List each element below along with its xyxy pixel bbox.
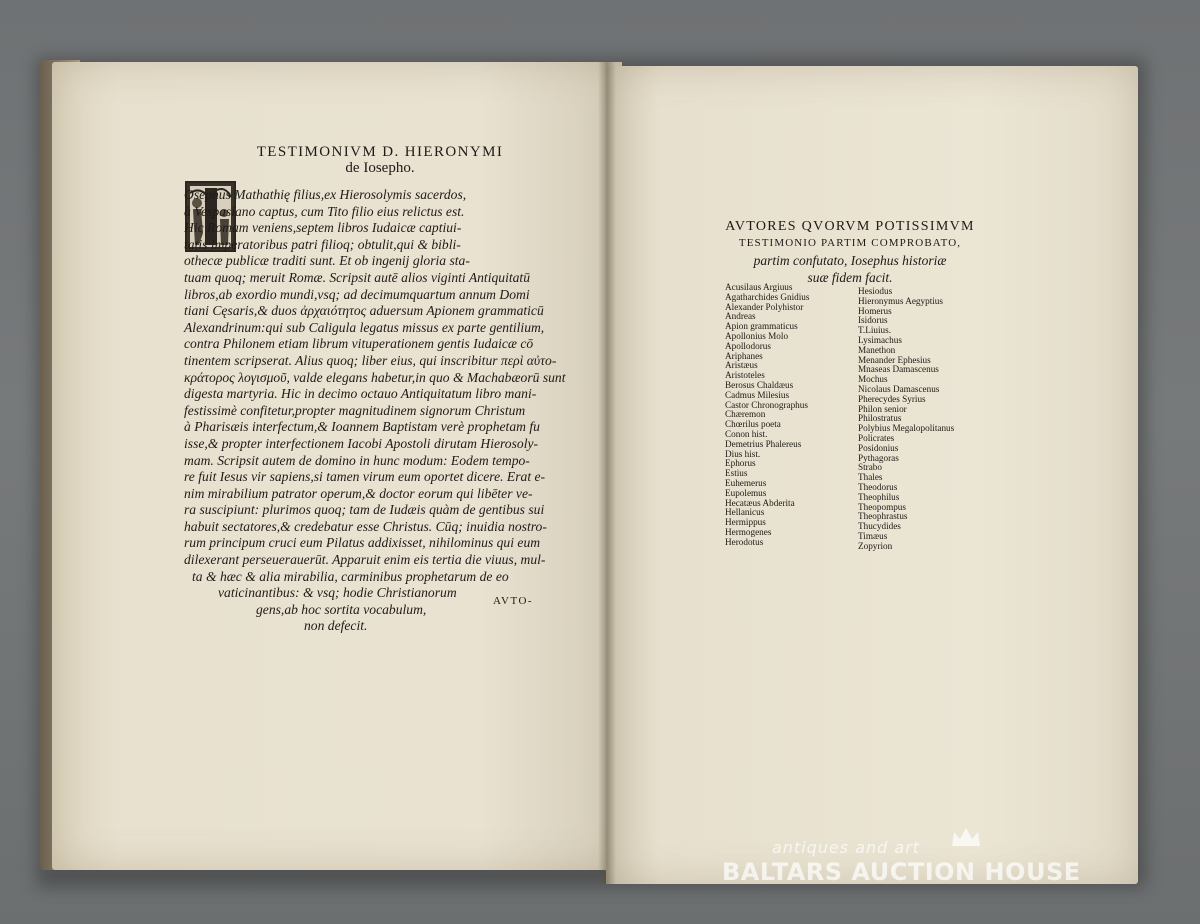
author-name: Theodorus (858, 481, 898, 492)
body-line: habuit sectatores,& credebatur esse Christus. Cūq; inuidia nostro- (184, 518, 547, 534)
author-name: Apollodorus (725, 340, 771, 351)
heading-line-2: TESTIMONIO PARTIM COMPROBATO, (738, 237, 962, 249)
author-name: Strabo (858, 462, 882, 473)
author-name: Conon hist. (725, 428, 768, 439)
author-name: Chœrilus poeta (725, 419, 781, 430)
author-name: Aristæus (725, 360, 758, 371)
author-name: Lysimachus (858, 334, 902, 345)
body-line: contra Philonem etiam librum vituperationem gentis Iudaicæ cō (184, 336, 534, 352)
author-name: Timæus (858, 530, 888, 541)
body-line: à Vespasiano captus, cum Tito filio eius relictus est. (184, 203, 465, 219)
right-page-heading (655, 218, 1045, 286)
authors-column-left (725, 283, 809, 548)
body-line: tuam quoq; meruit Romæ. Scripsit autē alios viginti Antiquitatū (184, 269, 531, 285)
heading-line-1: AVTORES QVORVM POTISSIMVM (725, 219, 975, 234)
body-line: nim mirabilium patrator operum,& doctor eorum qui libēter ve- (184, 485, 533, 501)
body-line: mam. Scripsit autem de domino in hunc modum: Eodem tempo- (184, 452, 530, 468)
heading-line-3: partim confutato, Iosephus historiæ (753, 253, 947, 268)
author-name: Hermippus (725, 517, 766, 528)
body-line: ta & hæc & alia mirabilia, carminibus prophetarum de eo (192, 568, 509, 584)
author-name: Estius (725, 468, 748, 479)
author-name: Theophilus (858, 491, 900, 502)
body-line: gens,ab hoc sortita vocabulum, (256, 601, 427, 617)
body-line: tiani Cęsaris,& duos ἀρχαιότητος aduersum Apionem grammaticū (184, 303, 544, 319)
left-page-body (184, 187, 564, 635)
body-line: Hic Romam veniens,septem libros Iudaicæ captiui- (184, 220, 462, 236)
author-name: Hellanicus (725, 507, 765, 518)
crown-icon (950, 826, 982, 848)
author-name: Chæremon (725, 409, 766, 420)
author-name: Aristoteles (725, 370, 765, 381)
body-line: Osephus Mathathię filius,ex Hierosolymis sacerdos, (184, 187, 467, 202)
author-name: Zopyrion (858, 540, 893, 551)
author-name: Nicolaus Damascenus (858, 383, 940, 394)
body-line: dilexerant perseuerauerūt. Apparuit enim eis tertia die viuus, mul- (184, 552, 546, 568)
author-name: Apollonius Molo (725, 330, 789, 341)
body-line: non defecit. (304, 618, 368, 634)
body-line: isse,& propter interfectionem Iacobi Apostoli dirutam Hierosoly- (184, 435, 539, 451)
author-name: Acusilaus Argiuus (725, 282, 793, 292)
author-name: Posidonius (858, 442, 899, 453)
watermark-tagline: antiques and art (772, 838, 921, 857)
watermark-brand: BALTARS AUCTION HOUSE (722, 858, 1081, 886)
author-name: Agatharchides Gnidius (725, 291, 810, 302)
author-name: Hieronymus Aegyptius (858, 295, 943, 306)
body-line: rum principum cruci eum Pilatus addixisset, nihilominus qui eum (184, 535, 541, 551)
body-line: tatis imperatoribus patri filioq; obtulit,qui & bibli- (184, 236, 461, 252)
author-name: Hermogenes (725, 526, 772, 537)
author-name: Menander Ephesius (858, 354, 931, 365)
heading-line-4: suæ fidem facit. (807, 270, 893, 285)
author-name: Mnaseas Damascenus (858, 364, 939, 375)
author-name: Apion grammaticus (725, 321, 798, 332)
author-name: Hecatæus Abderita (725, 497, 795, 508)
author-name: Theophrastus (858, 511, 908, 522)
author-name: Thales (858, 472, 883, 483)
author-name: Homerus (858, 305, 892, 316)
body-line: digesta martyria. Hic in decimo octauo Antiquitatum libro mani- (184, 386, 537, 402)
body-line: à Pharisæis interfectum,& Ioannem Baptistam verè prophetam fu (184, 419, 540, 435)
author-name: Ephorus (725, 458, 756, 469)
author-name: Herodotus (725, 536, 764, 547)
author-name: Demetrius Phalereus (725, 438, 802, 449)
left-page-title: TESTIMONIVM D. HIERONYMI (256, 144, 504, 160)
body-line: vaticinantibus: & vsq; hodie Christianorum (218, 585, 457, 601)
author-name: Pythagoras (858, 452, 899, 463)
body-line: re fuit Iesus vir sapiens,si tamen virum eum oportet dicere. Erat e- (184, 469, 546, 485)
authors-column-right (858, 287, 954, 552)
author-name: Policrates (858, 432, 895, 443)
author-name: Isidorus (858, 315, 888, 326)
author-name: T.Liuius. (858, 325, 892, 336)
author-name: Dius hist. (725, 448, 761, 459)
author-name: Alexander Polyhistor (725, 301, 804, 312)
body-line: Alexandrinum:qui sub Caligula legatus missus ex parte gentilium, (184, 319, 545, 335)
body-line: othecæ publicæ traditi sunt. Et ob ingenij gloria sta- (184, 253, 470, 269)
book-gutter (598, 62, 616, 884)
author-name: Pherecydes Syrius (858, 393, 926, 404)
author-name: Philostratus (858, 413, 902, 424)
left-page-subtitle: de Iosepho. (345, 160, 415, 176)
author-name: Cadmus Milesius (725, 389, 790, 400)
body-line: κράτορος λογισμοῦ, valde elegans habetur,in quo & Machabæorū sunt (184, 369, 566, 385)
author-name: Castor Chronographus (725, 399, 808, 410)
author-name: Polybius Megalopolitanus (858, 423, 955, 434)
author-name: Mochus (858, 374, 888, 385)
body-line: festissimè confitetur,propter magnitudinem signorum Christum (184, 402, 526, 418)
author-name: Berosus Chaldæus (725, 379, 794, 390)
catchword: AVTO- (493, 595, 534, 607)
author-name: Ariphanes (725, 350, 763, 361)
author-name: Hesiodus (858, 286, 893, 296)
author-name: Manethon (858, 344, 896, 355)
author-name: Euhemerus (725, 477, 767, 488)
body-line: ra suscipiunt: plurimos quoq; tam de Iudæis quàm de gentibus sui (184, 502, 545, 518)
author-name: Philon senior (858, 403, 907, 414)
author-name: Thucydides (858, 521, 901, 532)
author-name: Theopompus (858, 501, 906, 512)
author-name: Eupolemus (725, 487, 767, 498)
body-line: tinentem scripserat. Alius quoq; liber eius, qui inscribitur περὶ αὐτο- (184, 352, 557, 368)
author-name: Andreas (725, 311, 756, 322)
body-line: libros,ab exordio mundi,vsq; ad decimumquartum annum Domi (184, 286, 530, 302)
auction-watermark (722, 838, 1122, 888)
